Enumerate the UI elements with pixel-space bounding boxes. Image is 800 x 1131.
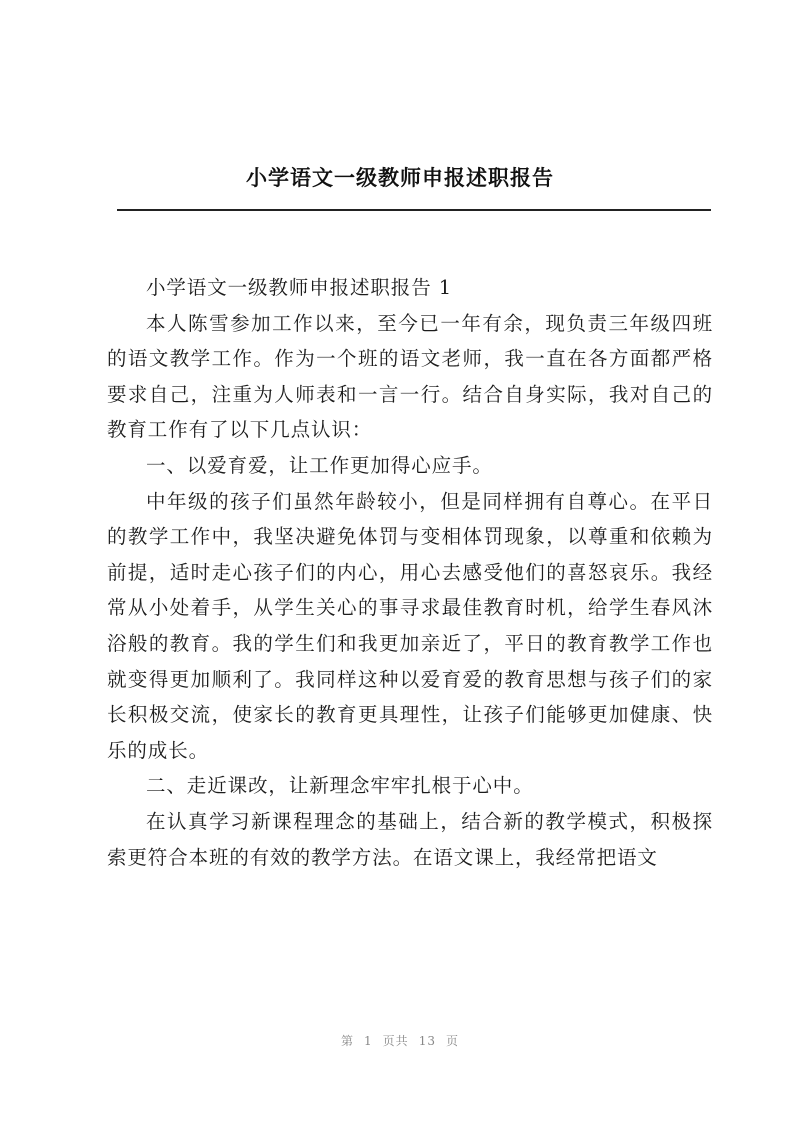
title-underline-divider: [117, 209, 711, 211]
page-footer: [0, 1032, 800, 1050]
point-heading-two: 二、走近课改，让新理念牢牢扎根于心中。: [146, 774, 534, 798]
footer-page-unit: 页: [445, 1034, 459, 1048]
body-paragraph: 本人陈雪参加工作以来，至今已一年有余，现负责三年级四班的语文教学工作。作为一个班的语文老师，我一直在各方面都严格要求自己，注重为人师表和一言一行。结合自身实际，我对自己的教育工作有了以下几点认识：: [107, 311, 713, 442]
document-body: [107, 270, 713, 875]
section-heading: 小学语文一级教师申报述职报告 1: [146, 276, 453, 299]
footer-page-word: 第: [341, 1034, 355, 1048]
document-title: 小学语文一级教师申报述职报告: [246, 165, 554, 190]
footer-page-number: 1: [364, 1034, 373, 1048]
body-paragraph: 中年级的孩子们虽然年龄较小，但是同样拥有自尊心。在平日的教学工作中，我坚决避免体罚与变相体罚现象，以尊重和依赖为前提，适时走心孩子们的内心，用心去感受他们的喜怒哀乐。我经常从小处着手，从学生关心的事寻求最佳教育时机，给学生春风沐浴般的教育。我的学生们和我更加亲近了，平日的教育教学工作也就变得更加顺利了。我同样这种以爱育爱的教育思想与孩子们的家长积极交流，使家长的教育更具理性，让孩子们能够更加健康、快乐的成长。: [107, 489, 713, 762]
point-heading-one: 一、以爱育爱，让工作更加得心应手。: [146, 453, 493, 477]
body-paragraph: 在认真学习新课程理念的基础上，结合新的教学模式，积极探索更符合本班的有效的教学方法。在语文课上，我经常把语文: [107, 809, 713, 869]
footer-page-of: 页共: [382, 1034, 409, 1048]
footer-total-pages: 13: [418, 1034, 436, 1048]
